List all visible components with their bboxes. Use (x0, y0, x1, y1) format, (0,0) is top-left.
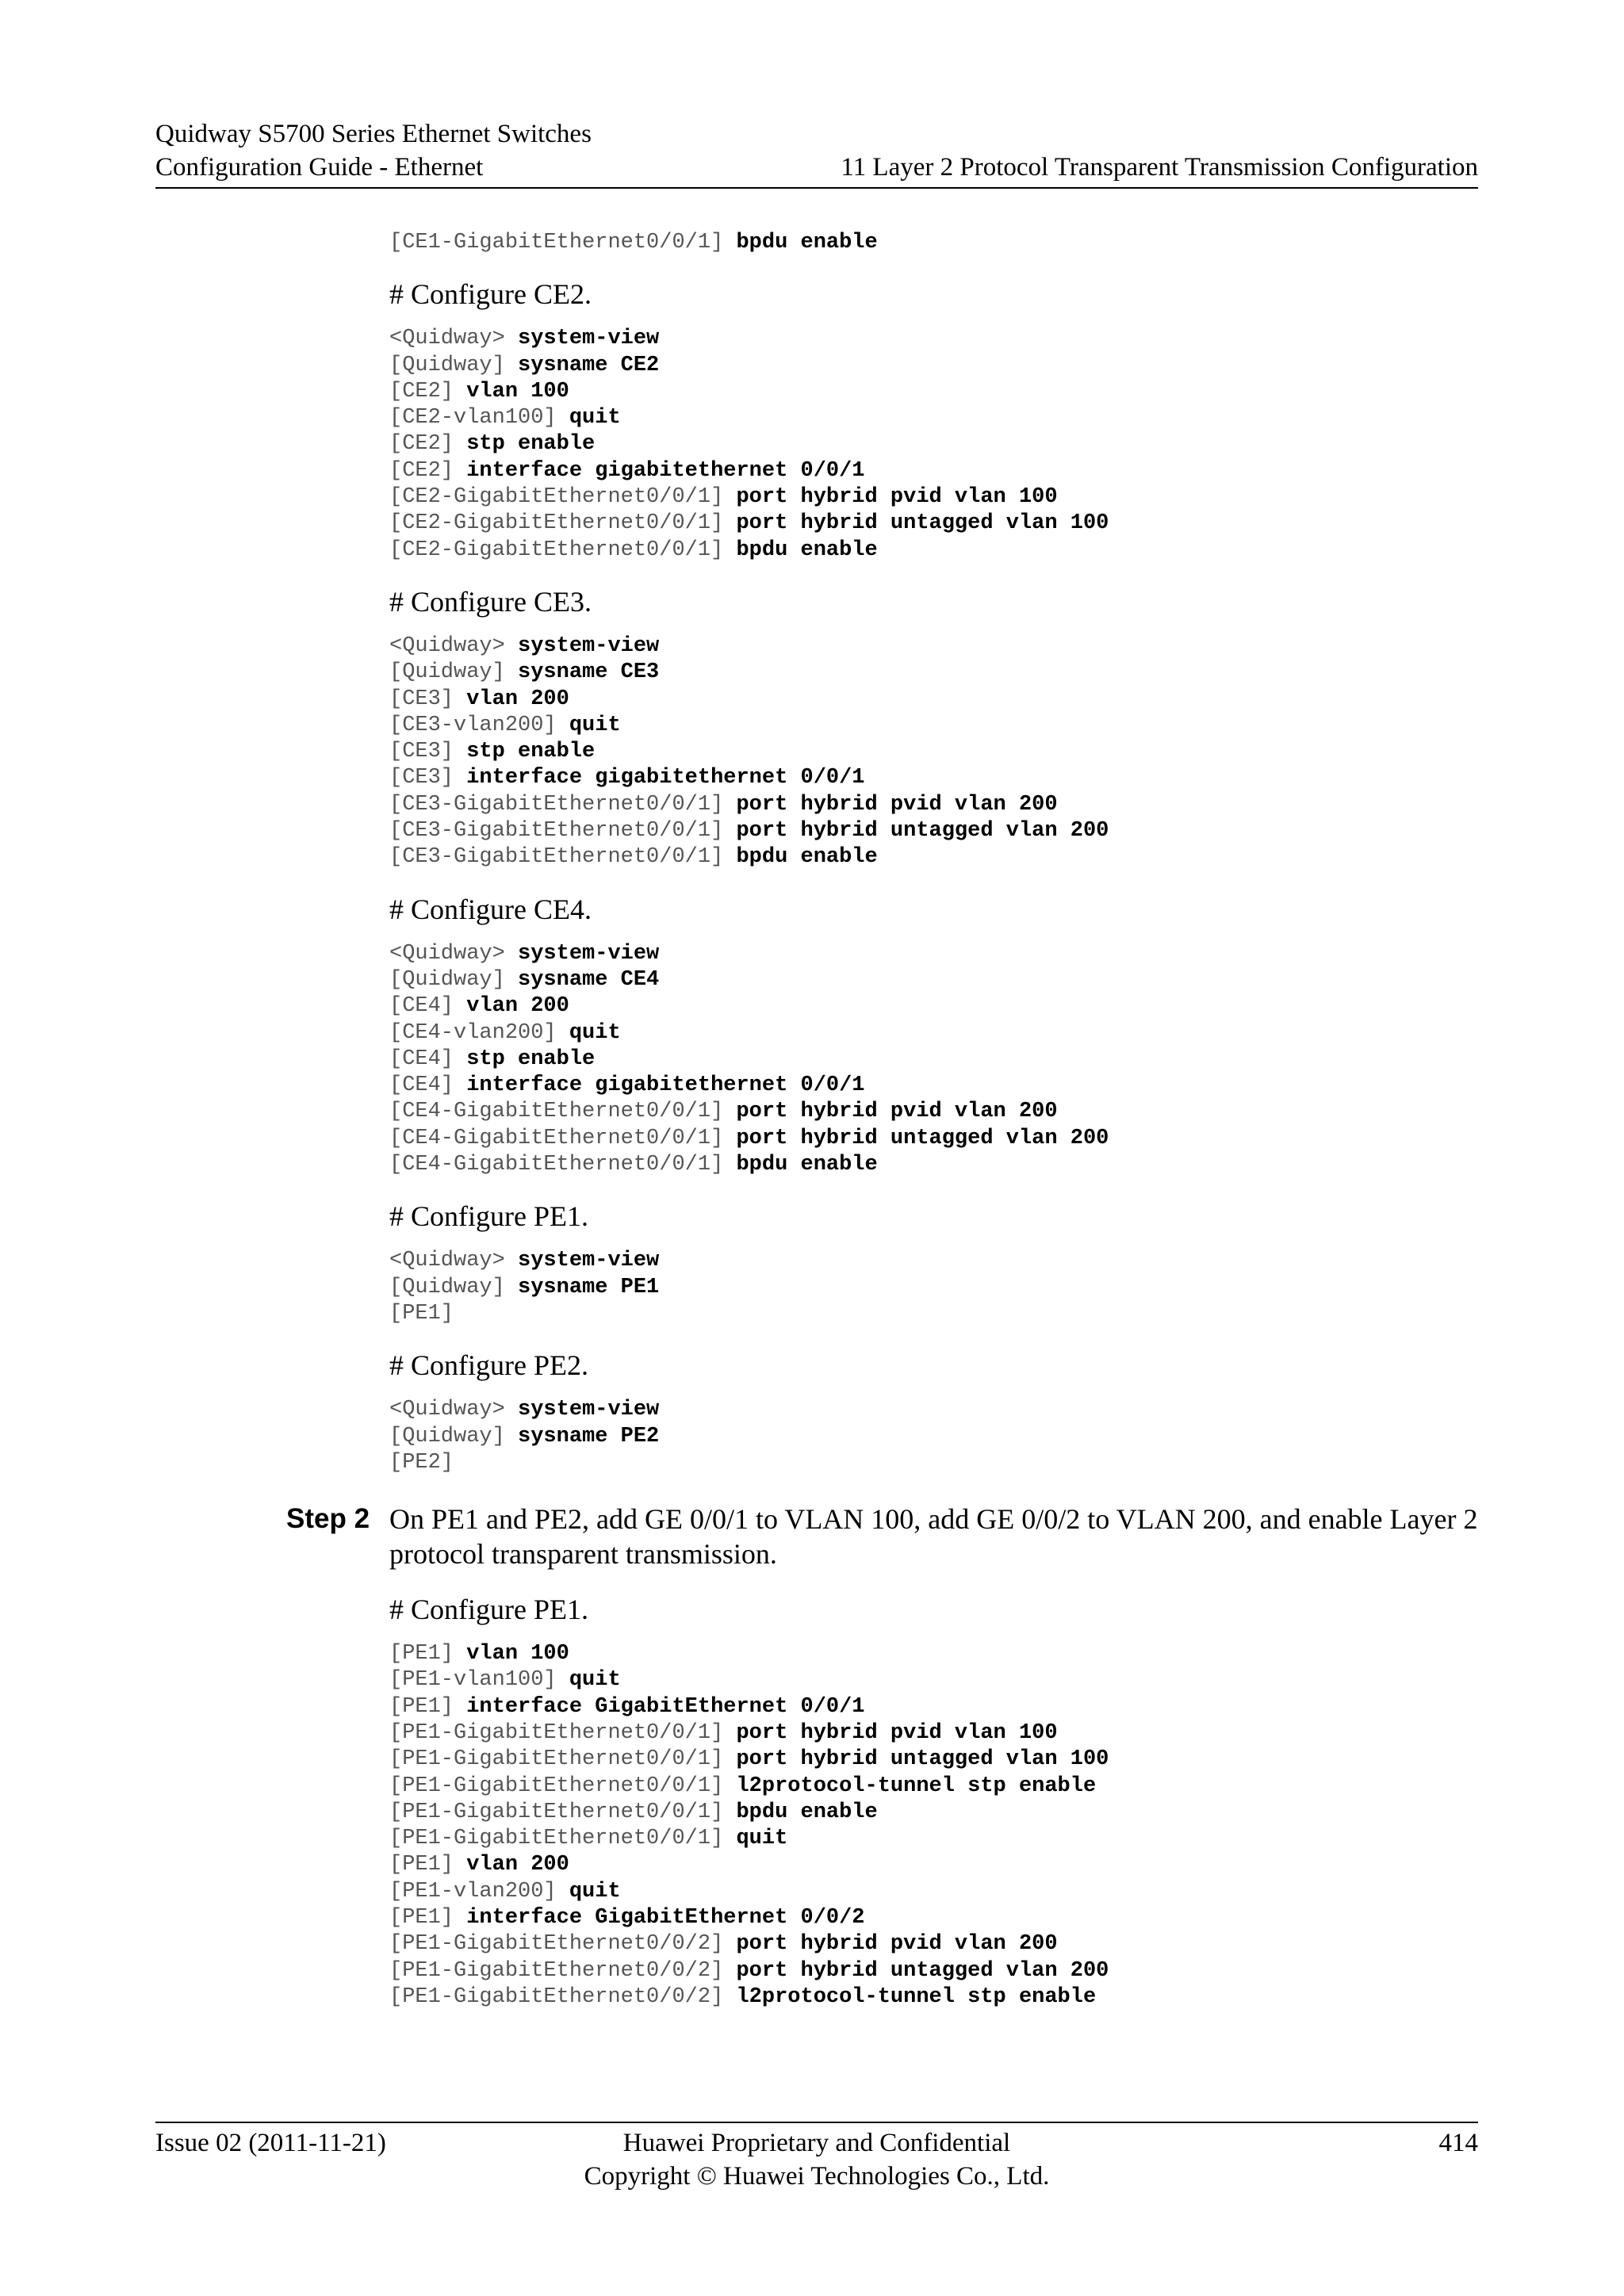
code-line (389, 993, 1478, 1020)
cli-prompt: [PE1] (389, 1694, 454, 1719)
cli-command: l2protocol-tunnel stp enable (736, 1774, 1097, 1798)
cli-prompt: [CE4-GigabitEthernet0/0/1] (389, 1100, 724, 1124)
cli-prompt: [CE2-GigabitEthernet0/0/1] (389, 538, 724, 562)
cli-prompt: [Quidway] (389, 1275, 505, 1299)
cli-command: port hybrid pvid vlan 200 (736, 1100, 1058, 1124)
code-block (389, 1641, 1478, 2011)
cli-command: port hybrid untagged vlan 200 (736, 1126, 1109, 1150)
cli-prompt: [PE1] (389, 1642, 454, 1667)
cli-command: quit (569, 1020, 621, 1045)
cli-command: vlan 100 (466, 1642, 569, 1667)
code-line (389, 1720, 1478, 1747)
code-block (389, 633, 1478, 871)
code-line (389, 1073, 1478, 1099)
code-line (389, 1099, 1478, 1125)
page-footer (155, 2122, 1478, 2193)
cli-prompt: [CE3] (389, 766, 454, 790)
cli-command: port hybrid untagged vlan 200 (736, 1958, 1109, 1983)
config-comment: # Configure CE3. (389, 585, 592, 618)
cli-prompt: [CE4-GigabitEthernet0/0/1] (389, 1153, 724, 1177)
code-block (389, 326, 1478, 564)
code-line (389, 1397, 1478, 1423)
cli-prompt: <Quidway> (389, 633, 505, 658)
cli-prompt: [PE2] (389, 1450, 454, 1475)
code-line (389, 405, 1478, 431)
cli-prompt: [CE2-vlan100] (389, 406, 557, 430)
cli-command: system-view (518, 327, 660, 351)
code-line (389, 1667, 1478, 1693)
cli-prompt: <Quidway> (389, 1249, 505, 1273)
cli-command: interface gigabitethernet 0/0/1 (466, 1073, 865, 1098)
code-line (389, 633, 1478, 660)
cli-command: vlan 200 (466, 1853, 569, 1877)
cli-command: quit (736, 1827, 788, 1851)
config-comment: # Configure PE1. (389, 1594, 588, 1626)
cli-command: port hybrid untagged vlan 200 (736, 819, 1109, 844)
cli-prompt: [CE2] (389, 379, 454, 404)
cli-command: system-view (518, 633, 660, 658)
cli-command: bpdu enable (736, 231, 878, 254)
config-sections-before-step (389, 277, 1478, 1476)
cli-command: interface GigabitEthernet 0/0/1 (466, 1694, 865, 1719)
cli-prompt: [PE1-GigabitEthernet0/0/1] (389, 1774, 724, 1798)
cli-command: system-view (518, 1249, 660, 1273)
chapter-title: 11 Layer 2 Protocol Transparent Transmission Configuration (841, 153, 1478, 182)
cli-command: stp enable (466, 1047, 596, 1071)
code-line (389, 1248, 1478, 1274)
cli-prompt: [CE2-GigabitEthernet0/0/1] (389, 511, 724, 536)
code-block (389, 230, 1478, 256)
cli-command: sysname CE4 (518, 967, 660, 992)
cli-command: port hybrid pvid vlan 100 (736, 1720, 1058, 1745)
code-line (389, 353, 1478, 379)
page-header (155, 117, 1478, 189)
step-text: On PE1 and PE2, add GE 0/0/1 to VLAN 100, add GE 0/0/2 to VLAN 200, and enable Layer 2 protocol transparent transmission. (389, 1503, 1478, 1571)
cli-command: vlan 200 (466, 687, 569, 711)
cli-command: interface gigabitethernet 0/0/1 (466, 458, 865, 483)
cli-command: quit (569, 1879, 621, 1904)
cli-prompt: [PE1-GigabitEthernet0/0/1] (389, 1720, 724, 1745)
cli-command: vlan 200 (466, 994, 569, 1019)
cli-command: vlan 100 (466, 379, 569, 404)
code-line (389, 1852, 1478, 1878)
code-line (389, 1826, 1478, 1852)
cli-prompt: [Quidway] (389, 660, 505, 685)
cli-prompt: [CE3] (389, 687, 454, 711)
cli-command: quit (569, 1668, 621, 1693)
cli-prompt: [CE3] (389, 740, 454, 764)
cli-command: port hybrid pvid vlan 100 (736, 485, 1058, 510)
cli-command: sysname CE3 (518, 660, 660, 685)
code-line (389, 1800, 1478, 1826)
config-comment: # Configure PE1. (389, 1200, 588, 1233)
cli-prompt: [PE1-GigabitEthernet0/0/1] (389, 1747, 724, 1772)
cli-prompt: [CE1-GigabitEthernet0/0/1] (389, 231, 724, 254)
cli-prompt: [CE3-GigabitEthernet0/0/1] (389, 845, 724, 870)
config-sections-after-step (389, 1592, 1478, 2011)
document-body (286, 230, 1478, 2011)
step-2 (286, 1502, 1478, 1571)
cli-command: stp enable (466, 740, 596, 764)
cli-command: l2protocol-tunnel stp enable (736, 1984, 1097, 2009)
code-line (389, 1301, 1478, 1327)
cli-prompt: [PE1] (389, 1301, 454, 1326)
step-label: Step 2 (286, 1503, 370, 1535)
cli-command: sysname PE2 (518, 1424, 660, 1448)
cli-prompt: [CE3-vlan200] (389, 713, 557, 737)
code-line (389, 660, 1478, 686)
code-line (389, 1905, 1478, 1931)
config-comment: # Configure CE2. (389, 278, 592, 311)
cli-command: sysname PE1 (518, 1275, 660, 1299)
code-line (389, 1774, 1478, 1800)
code-block (389, 1397, 1478, 1476)
cli-command: bpdu enable (736, 1153, 878, 1177)
cli-command: port hybrid untagged vlan 100 (736, 1747, 1109, 1772)
code-block (389, 1248, 1478, 1327)
cli-prompt: [PE1-GigabitEthernet0/0/2] (389, 1984, 724, 2009)
cli-prompt: [PE1-GigabitEthernet0/0/1] (389, 1800, 724, 1824)
cli-prompt: [CE4] (389, 994, 454, 1019)
cli-prompt: [PE1-GigabitEthernet0/0/2] (389, 1958, 724, 1983)
cli-prompt: <Quidway> (389, 1398, 505, 1422)
code-line (389, 941, 1478, 967)
code-line (389, 1152, 1478, 1178)
cli-command: stp enable (466, 432, 596, 457)
code-line (389, 1275, 1478, 1301)
code-line (389, 1984, 1478, 2011)
code-line (389, 739, 1478, 765)
cli-prompt: [Quidway] (389, 1424, 505, 1448)
cli-prompt: [PE1-vlan200] (389, 1879, 557, 1904)
cli-prompt: [Quidway] (389, 967, 505, 992)
confidentiality-notice: Huawei Proprietary and Confidential (622, 2129, 1011, 2157)
cli-prompt: [PE1-vlan100] (389, 1668, 557, 1693)
code-line (389, 1879, 1478, 1905)
cli-prompt: [Quidway] (389, 353, 505, 377)
cli-prompt: [CE4] (389, 1047, 454, 1071)
code-line (389, 1126, 1478, 1152)
code-line (389, 1747, 1478, 1773)
cli-command: bpdu enable (736, 538, 878, 562)
cli-command: port hybrid pvid vlan 200 (736, 792, 1058, 817)
cli-command: system-view (518, 1398, 660, 1422)
cli-prompt: <Quidway> (389, 941, 505, 966)
code-line (389, 538, 1478, 564)
code-line (389, 431, 1478, 457)
code-block (389, 941, 1478, 1179)
cli-command: system-view (518, 941, 660, 966)
copyright-notice: Copyright © Huawei Technologies Co., Ltd. (584, 2162, 1050, 2191)
cli-command: bpdu enable (736, 845, 878, 870)
cli-prompt: [PE1-GigabitEthernet0/0/1] (389, 1827, 724, 1851)
cli-prompt: [CE2] (389, 432, 454, 457)
cli-command: interface gigabitethernet 0/0/1 (466, 766, 865, 790)
code-line (389, 1958, 1478, 1984)
cli-command: port hybrid pvid vlan 200 (736, 1932, 1058, 1957)
code-line (389, 713, 1478, 739)
code-line (389, 230, 1478, 256)
cli-command: sysname CE2 (518, 353, 660, 377)
cli-prompt: [PE1] (389, 1853, 454, 1877)
cli-prompt: [CE4] (389, 1073, 454, 1098)
cli-prompt: [PE1-GigabitEthernet0/0/2] (389, 1932, 724, 1957)
config-comment: # Configure CE4. (389, 893, 592, 925)
code-line (389, 379, 1478, 405)
product-title: Quidway S5700 Series Ethernet Switches (155, 120, 592, 148)
code-line (389, 818, 1478, 844)
cli-command: quit (569, 713, 621, 737)
cli-command: bpdu enable (736, 1800, 878, 1824)
code-line (389, 1424, 1478, 1450)
code-line (389, 844, 1478, 871)
code-line (389, 1450, 1478, 1476)
cli-prompt: [CE4-GigabitEthernet0/0/1] (389, 1126, 724, 1150)
code-line (389, 1047, 1478, 1073)
cli-command: quit (569, 406, 621, 430)
cli-prompt: [CE2-GigabitEthernet0/0/1] (389, 485, 724, 510)
page-number: 414 (1438, 2129, 1478, 2157)
guide-title: Configuration Guide - Ethernet (155, 153, 484, 182)
issue-date: Issue 02 (2011-11-21) (155, 2129, 386, 2157)
code-line (389, 458, 1478, 484)
cli-prompt: [CE2] (389, 458, 454, 483)
code-line (389, 1020, 1478, 1047)
cli-prompt: <Quidway> (389, 327, 505, 351)
cli-command: port hybrid untagged vlan 100 (736, 511, 1109, 536)
cli-prompt: [CE4-vlan200] (389, 1020, 557, 1045)
cli-prompt: [CE3-GigabitEthernet0/0/1] (389, 819, 724, 844)
code-line (389, 967, 1478, 993)
cli-prompt: [CE3-GigabitEthernet0/0/1] (389, 792, 724, 817)
code-line (389, 765, 1478, 791)
code-line (389, 1694, 1478, 1720)
code-line (389, 484, 1478, 511)
code-line (389, 1931, 1478, 1957)
code-line (389, 687, 1478, 713)
code-line (389, 1641, 1478, 1667)
code-line (389, 511, 1478, 537)
cli-prompt: [PE1] (389, 1906, 454, 1931)
code-line (389, 326, 1478, 352)
cli-command: interface GigabitEthernet 0/0/2 (466, 1906, 865, 1931)
config-comment: # Configure PE2. (389, 1349, 588, 1382)
code-line (389, 792, 1478, 818)
